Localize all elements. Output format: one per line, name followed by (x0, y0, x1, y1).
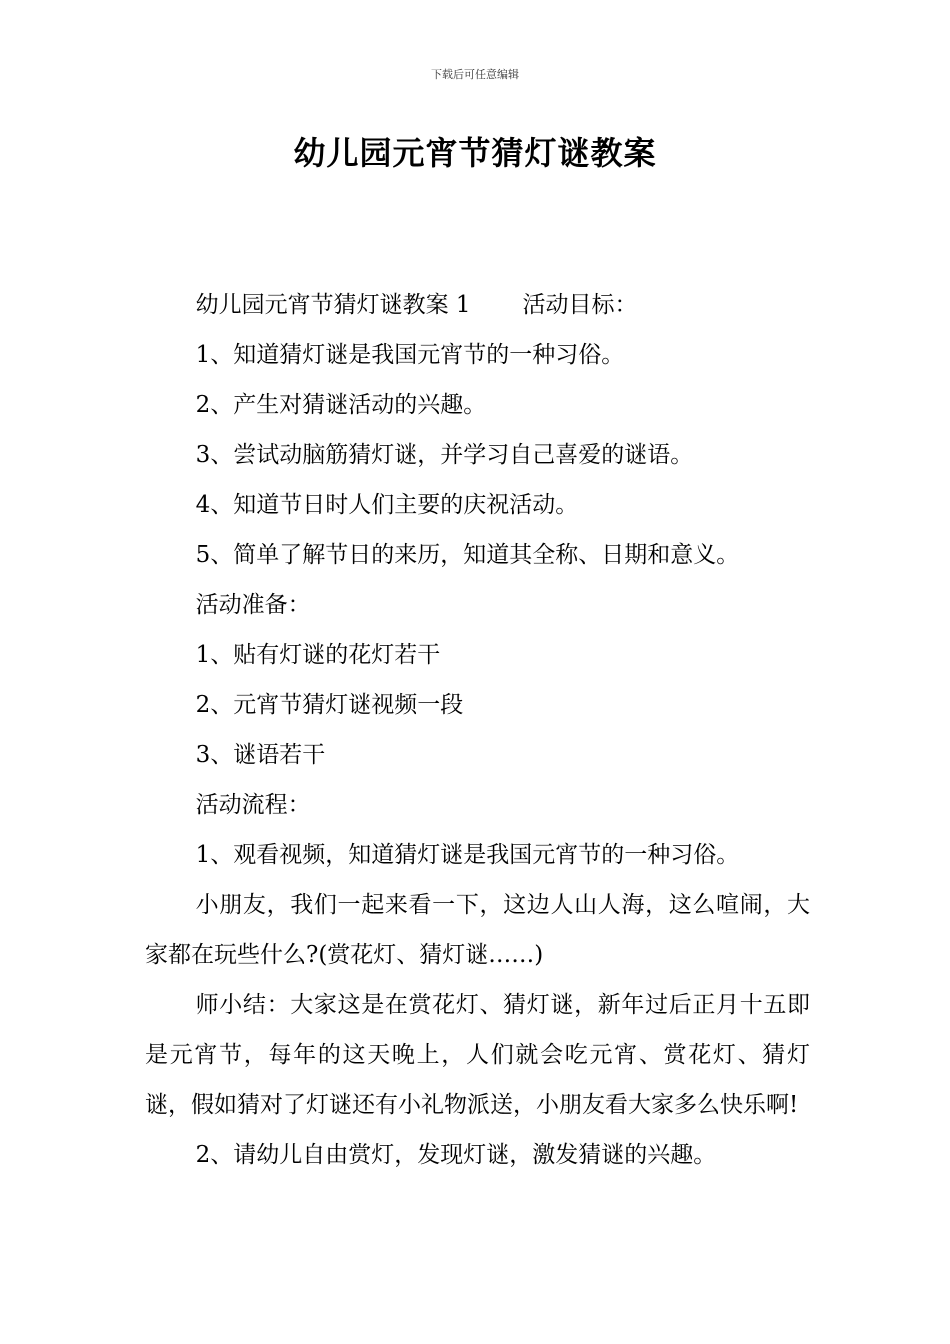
section-heading-process: 活动流程： (195, 792, 311, 818)
paragraph: 2、产生对猜谜活动的兴趣。 (195, 392, 487, 418)
paragraph: 1、知道猜灯谜是我国元宵节的一种习俗。 (195, 342, 625, 368)
document-title: 幼儿园元宵节猜灯谜教案 (293, 134, 657, 172)
paragraph: 1、观看视频，知道猜灯谜是我国元宵节的一种习俗。 (195, 842, 740, 868)
paragraph: 2、元宵节猜灯谜视频一段 (195, 692, 464, 718)
paragraph: 3、尝试动脑筋猜灯谜，并学习自己喜爱的谜语。 (195, 442, 694, 468)
header-note: 下载后可任意编辑 (431, 68, 519, 81)
paragraph: 小朋友，我们一起来看一下，这边人山人海，这么喧闹，大家都在玩些什么?(赏花灯、猜灯谜……) (145, 892, 810, 968)
document-body (145, 280, 810, 1180)
lesson-heading: 幼儿园元宵节猜灯谜教案 1 (195, 292, 471, 318)
section-heading-preparation: 活动准备： (195, 592, 311, 618)
first-line (145, 280, 810, 330)
paragraph: 3、谜语若干 (195, 742, 326, 768)
paragraph: 2、请幼儿自由赏灯，发现灯谜，激发猜谜的兴趣。 (195, 1142, 717, 1168)
paragraph: 1、贴有灯谜的花灯若干 (195, 642, 441, 668)
paragraph: 5、简单了解节日的来历，知道其全称、日期和意义。 (195, 542, 740, 568)
section-heading-goals: 活动目标： (522, 292, 638, 318)
paragraph: 4、知道节日时人们主要的庆祝活动。 (195, 492, 579, 518)
paragraph: 师小结：大家这是在赏花灯、猜灯谜，新年过后正月十五即是元宵节，每年的这天晚上，人们就会吃元宵、赏花灯、猜灯谜，假如猜对了灯谜还有小礼物派送，小朋友看大家多么快乐啊! (145, 992, 810, 1118)
